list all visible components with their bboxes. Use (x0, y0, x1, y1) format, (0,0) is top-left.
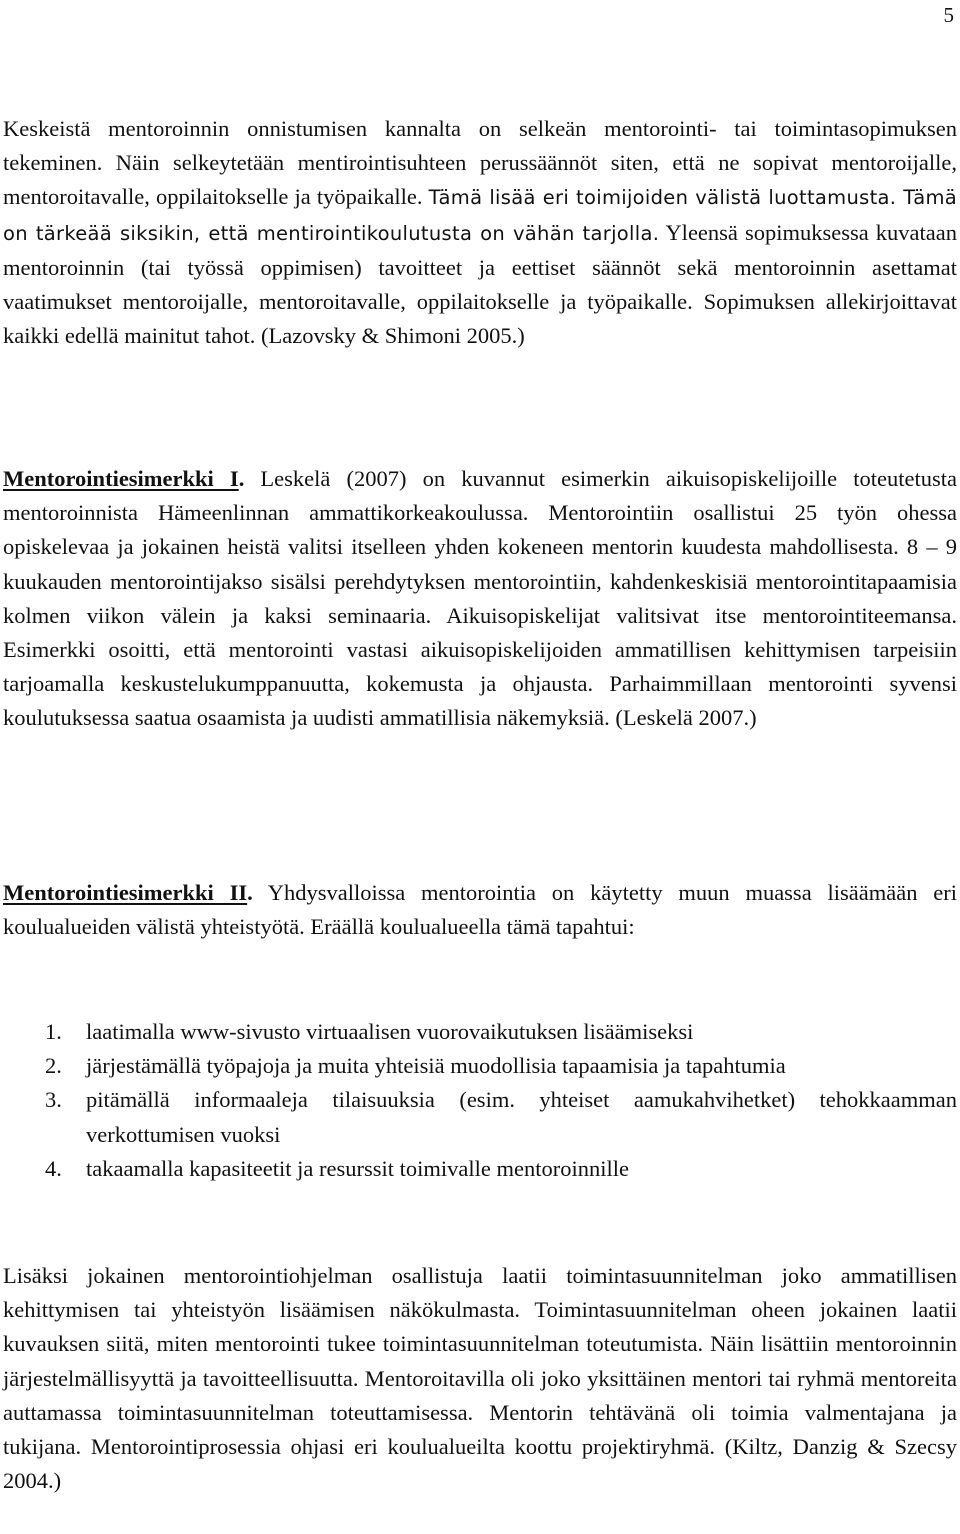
example-2-text: Yhdysvalloissa mentorointia on käytetty muun muassa lisäämään eri koulualueiden välistä yhteistyötä. Eräällä koulualueella tämä tapahtui: (3, 880, 957, 940)
paragraph-agreement-part2: Tämä lisää eri toimijoiden välistä luottamusta. Tämä on tärkeää siksikin, että mentirointikoulutusta on vähän tarjolla. (3, 186, 957, 245)
list-item (3, 1083, 957, 1151)
list-item-number: 3. (45, 1087, 62, 1113)
paragraph-action-plan: Lisäksi jokainen mentorointiohjelman osallistuja laatii toimintasuunnitelman joko ammatillisen kehittymisen tai yhteistyön lisäämisen näkökulmasta. Toimintasuunnitelman oheen jokainen laatii kuvauksen siitä, miten mentorointi tukee toimintasuunnitelman toteutumista. Näin lisättiin mentoroinnin järjestelmällisyyttä ja tavoitteellisuutta. Mentoroitavilla oli joko yksittäinen mentori tai ryhmä mentoreita auttamassa toimintasuunnitelman toteuttamisessa. Mentorin tehtävänä oli toimia valmentajana ja tukijana. Mentorointiprosessia ohjasi eri koulualueilta koottu projektiryhmä. (Kiltz, Danzig & Szecsy 2004.) (3, 1263, 957, 1494)
example-1-text: Leskelä (2007) on kuvannut esimerkin aikuisopiskelijoille toteutetusta mentoroinnista Hämeenlinnan ammattikorkeakoulussa. Mentorointiin osallistui 25 työn ohessa opiskelevaa ja jokainen heistä valitsi itselleen yhden kokeneen mentorin kuudesta mahdollisesta. 8 – 9 kuukauden mentorointijakso sisälsi perehdytyksen mentorointiin, kahdenkeskisiä mentorointitapaamisia kolmen viikon välein ja kaksi seminaaria. Aikuisopiskelijat valitsivat itse mentorointiteemansa. Esimerkki osoitti, että mentorointi vastasi aikuisopiskelijoiden ammatillisen kehittymisen tarpeisiin tarjoamalla keskustelukumppanuutta, kokemusta ja ohjausta. Parhaimmillaan mentorointi syvensi koulutuksessa saatua osaamista ja uudisti ammatillisia näkemyksiä. (Leskelä 2007.) (3, 466, 957, 731)
list-item (3, 1049, 957, 1083)
example-2-heading: Mentorointiesimerkki II (3, 880, 248, 905)
example-1-heading: Mentorointiesimerkki I (3, 466, 239, 491)
list-item-text: järjestämällä työpajoja ja muita yhteisiä muodollisia tapaamisia ja tapahtumia (86, 1053, 786, 1079)
paragraph-agreement (3, 112, 957, 353)
numbered-list (3, 1015, 957, 1186)
list-item-text: laatimalla www-sivusto virtuaalisen vuorovaikutuksen lisäämiseksi (86, 1019, 694, 1044)
example-1-heading-period: . (238, 466, 245, 491)
list-item (3, 1015, 957, 1049)
list-item-number: 2. (45, 1053, 62, 1079)
paragraph-agreement-part3: Yleensä sopimuksessa kuvataan mentoroinnin (tai työssä oppimisen) tavoitteet ja eettiset säännöt sekä mentoroinnin asettamat vaatimukset mentoroijalle, mentoroitavalle, oppilaitokselle ja työpaikalle. Sopimuksen allekirjoittavat kaikki edellä mainitut tahot. (Lazovsky & Shimoni 2005.) (3, 219, 957, 349)
list-item-text: takaamalla kapasiteetit ja resurssit toimivalle mentoroinnille (86, 1155, 629, 1181)
list-item-number: 4. (45, 1155, 62, 1181)
paragraph-example-2 (3, 876, 957, 944)
list-item (3, 1152, 957, 1186)
example-2-heading-period: . (247, 880, 253, 905)
list-item-text: pitämällä informaaleja tilaisuuksia (esim. yhteiset aamukahvihetket) tehokkaamman verkottumisen vuoksi (86, 1087, 957, 1147)
list-item-number: 1. (45, 1019, 62, 1044)
paragraph-agreement-part1: Keskeistä mentoroinnin onnistumisen kannalta on selkeän mentorointi- tai toimintasopimuksen tekeminen. Näin selkeytetään mentirointisuhteen perussäännöt siten, että ne sopivat mentoroijalle, mentoroitavalle, oppilaitokselle ja työpaikalle. (3, 116, 957, 210)
paragraph-example-1 (3, 462, 957, 736)
page-number: 5 (943, 3, 954, 27)
